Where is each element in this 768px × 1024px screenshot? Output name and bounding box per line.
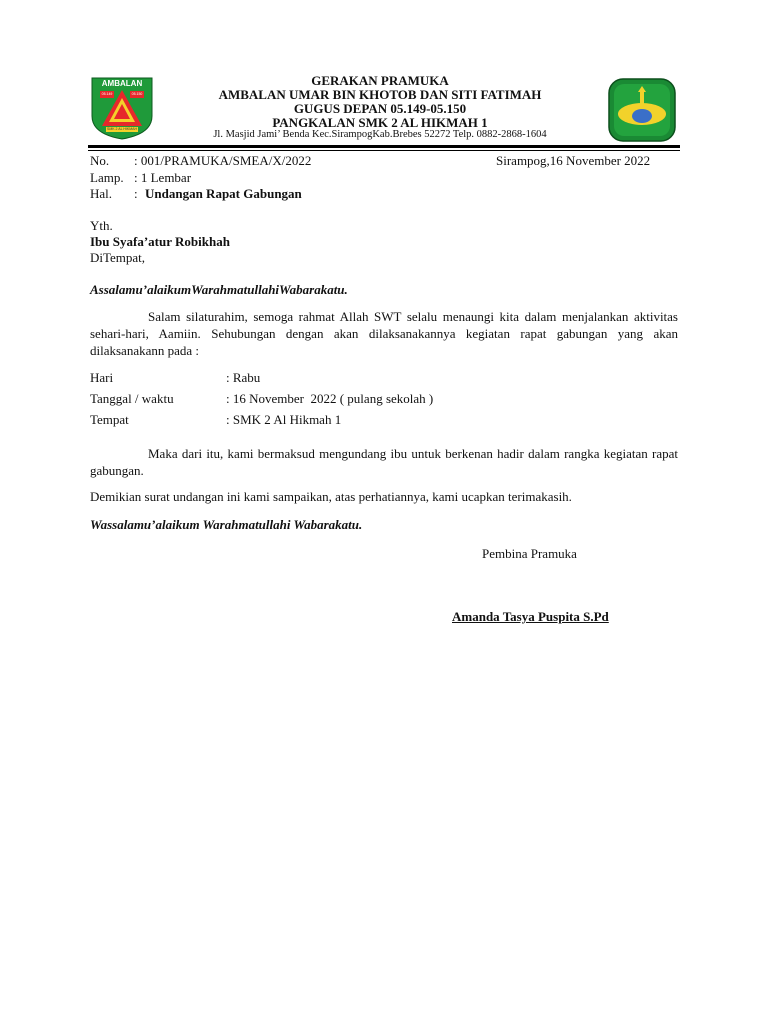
place-date: Sirampog,16 November 2022 — [496, 153, 651, 168]
letterhead-divider-thick — [88, 145, 680, 148]
subject-label: Hal. — [90, 186, 113, 201]
ambalan-logo-code-right: 05.150 — [131, 92, 143, 96]
opening-greeting: AssalamuʼalaikumWarahmatullahiWabarakatu. — [90, 282, 348, 297]
number-value: : 001/PRAMUKA/SMEA/X/2022 — [134, 153, 312, 168]
closing-greeting: Wassalamuʼalaikum Warahmatullahi Wabarakatu. — [90, 517, 363, 532]
ambalan-logo-title: AMBALAN — [101, 79, 143, 88]
body-paragraph-2 — [90, 445, 678, 479]
detail-place-value: : SMK 2 Al Hikmah 1 — [226, 412, 342, 427]
ambalan-logo-code-left: 05.149 — [101, 92, 113, 96]
body-paragraph-2-text: Maka dari itu, kami bermaksud mengundang ibu untuk berkenan hadir dalam rangka kegiatan rapat gabungan. — [90, 446, 678, 478]
letterhead-address: Jl. Masjid Jami’ Benda Kec.SirampogKab.Brebes 52272 Telp. 0882-2868-1604 — [213, 129, 547, 140]
letterhead-line-2: AMBALAN UMAR BIN KHOTOB DAN SITI FATIMAH — [218, 87, 542, 102]
detail-datetime-label: Tanggal / waktu — [90, 391, 174, 406]
detail-place-label: Tempat — [90, 412, 129, 427]
ambalan-logo-bottom: SMK 2 AL HIKMAH — [106, 127, 138, 131]
letterhead-divider-thin — [88, 150, 680, 151]
detail-day-value: : Rabu — [226, 370, 261, 385]
recipient-name: Ibu Syafa’atur Robikhah — [90, 234, 230, 249]
subject-value: Undangan Rapat Gabungan — [145, 186, 302, 201]
body-paragraph-1-text: Salam silaturahim, semoga rahmat Allah SWT selalu menaungi kita dalam menjalankan aktivitas sehari-hari, Aamiin. Sehubungan dengan akan dilaksanakannya kegiatan rapat gabungan yang akan dilaksanakann pada : — [90, 309, 678, 358]
subject-colon: : — [134, 186, 138, 201]
letterhead-line-1: GERAKAN PRAMUKA — [311, 73, 449, 88]
attachment-label: Lamp. — [90, 170, 124, 185]
recipient-salutation: Yth. — [90, 218, 113, 233]
number-label: No. — [90, 153, 110, 168]
recipient-place: DiTempat, — [90, 250, 146, 265]
detail-datetime-value: : 16 November 2022 ( pulang sekolah ) — [226, 391, 434, 406]
letterhead-line-4: PANGKALAN SMK 2 AL HIKMAH 1 — [272, 115, 488, 130]
body-paragraph-3: Demikian surat undangan ini kami sampaikan, atas perhatiannya, kami ucapkan terimakasih. — [90, 489, 572, 504]
detail-day-label: Hari — [90, 370, 114, 385]
signatory-name: Amanda Tasya Puspita S.Pd — [452, 609, 609, 624]
signatory-title: Pembina Pramuka — [482, 546, 577, 561]
letterhead-line-3: GUGUS DEPAN 05.149-05.150 — [293, 101, 467, 116]
school-emblem-logo — [608, 78, 676, 142]
body-paragraph-1 — [90, 308, 678, 359]
ambalan-logo — [90, 76, 154, 140]
attachment-value: : 1 Lembar — [134, 170, 192, 185]
